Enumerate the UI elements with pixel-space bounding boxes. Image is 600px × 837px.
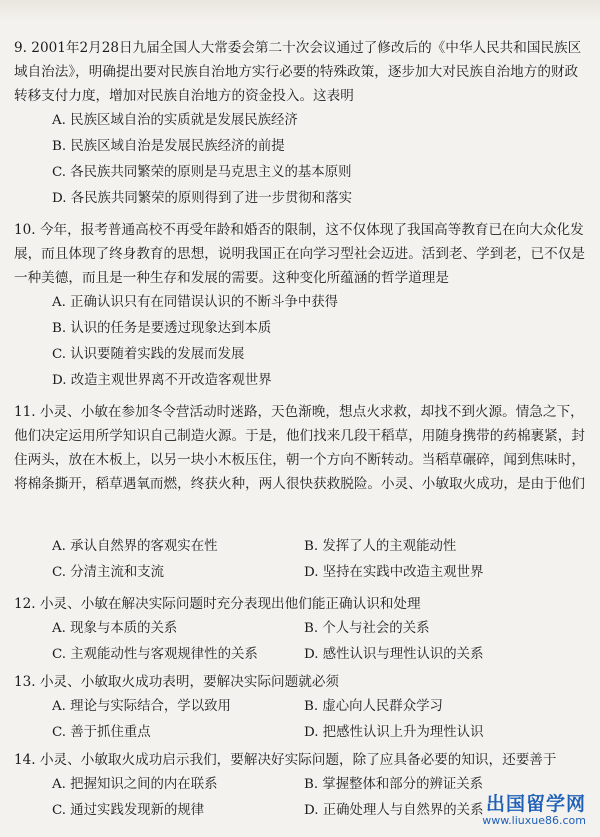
option-b: B. 掌握整体和部分的辨证关系 (304, 777, 484, 792)
option-a: A. 把握知识之间的内在联系 (52, 777, 218, 792)
option-a: A. 承认自然界的客观实在性 (52, 539, 218, 554)
option-b: B. 虚心向人民群众学习 (304, 699, 443, 714)
site-watermark (444, 789, 592, 833)
option-b: B. 认识的任务是要透过现象达到本质 (52, 321, 272, 336)
option-c: C. 善于抓住重点 (52, 725, 151, 740)
question-stem: 13. 小灵、小敏取火成功表明，要解决实际问题就必须 (14, 674, 340, 690)
option-b: B. 民族区域自治是发展民族经济的前提 (52, 139, 285, 154)
question-13 (14, 670, 586, 740)
option-b: B. 发挥了人的主观能动性 (304, 539, 457, 554)
option-d: D. 各民族共同繁荣的原则得到了进一步贯彻和落实 (52, 191, 352, 206)
question-10 (14, 218, 586, 388)
question-stem: 9. 2001年2月28日九届全国人大常委会第二十次会议通过了修改后的《中华人民共和国民族区域自治法》，明确提出要对民族自治地方实行必要的特殊政策，逐步加大对民族自治地方的财政转移支付力度，增加对民族自治地方的资金投入。这表明 (14, 40, 582, 104)
question-9 (14, 36, 586, 206)
question-stem: 11. 小灵、小敏在参加冬令营活动时迷路，天色渐晚，想点火求救，却找不到火源。情急之下，他们决定运用所学知识自己制造火源。于是，他们找来几段干稻草，用随身携带的药棉裹紧，封住两头，放在木板上，以另一块小木板压住，朝一个方向不断转动。当稻草碾碎，闻到焦味时，将棉条撕开，稻草遇氧而燃，终获火种，两人很快获救脱险。小灵、小敏取火成功，是由于他们 (14, 404, 585, 492)
scan-top-edge (0, 0, 600, 22)
option-c: C. 通过实践发现新的规律 (52, 803, 205, 818)
option-a: A. 理论与实际结合，学以致用 (52, 699, 231, 714)
option-c: C. 各民族共同繁荣的原则是马克思主义的基本原则 (52, 165, 352, 180)
option-c: C. 分清主流和支流 (52, 565, 165, 580)
watermark-name: 出国留学网 (485, 793, 586, 815)
option-b: B. 个人与社会的关系 (304, 621, 430, 636)
option-d: D. 感性认识与理性认识的关系 (304, 647, 484, 662)
option-c: C. 主观能动性与客观规律性的关系 (52, 647, 258, 662)
question-stem: 10. 今年，报考普通高校不再受年龄和婚否的限制，这不仅体现了我国高等教育已在向大众化发展，而且体现了终身教育的思想，说明我国正在向学习型社会迈进。活到老、学到老，已不仅是一种美德，而且是一种生存和发展的需要。这种变化所蕴涵的哲学道理是 (14, 222, 585, 286)
option-a: A. 民族区域自治的实质就是发展民族经济 (52, 113, 298, 128)
option-d: D. 把感性认识上升为理性认识 (304, 725, 484, 740)
option-d: D. 坚持在实践中改造主观世界 (304, 565, 484, 580)
question-stem: 12. 小灵、小敏在解决实际问题时充分表现出他们能正确认识和处理 (14, 596, 421, 612)
option-a: A. 现象与本质的关系 (52, 621, 178, 636)
option-a: A. 正确认识只有在同错误认识的不断斗争中获得 (52, 295, 338, 310)
question-stem: 14. 小灵、小敏取火成功启示我们，要解决好实际问题，除了应具备必要的知识，还要善于 (14, 752, 557, 768)
option-c: C. 认识要随着实践的发展而发展 (52, 347, 245, 362)
question-12 (14, 592, 586, 662)
question-11 (14, 400, 586, 580)
watermark-url: www.liuxue86.com (482, 814, 586, 827)
option-d: D. 正确处理人与自然界的关系 (304, 803, 484, 818)
option-d: D. 改造主观世界离不开改造客观世界 (52, 373, 272, 388)
